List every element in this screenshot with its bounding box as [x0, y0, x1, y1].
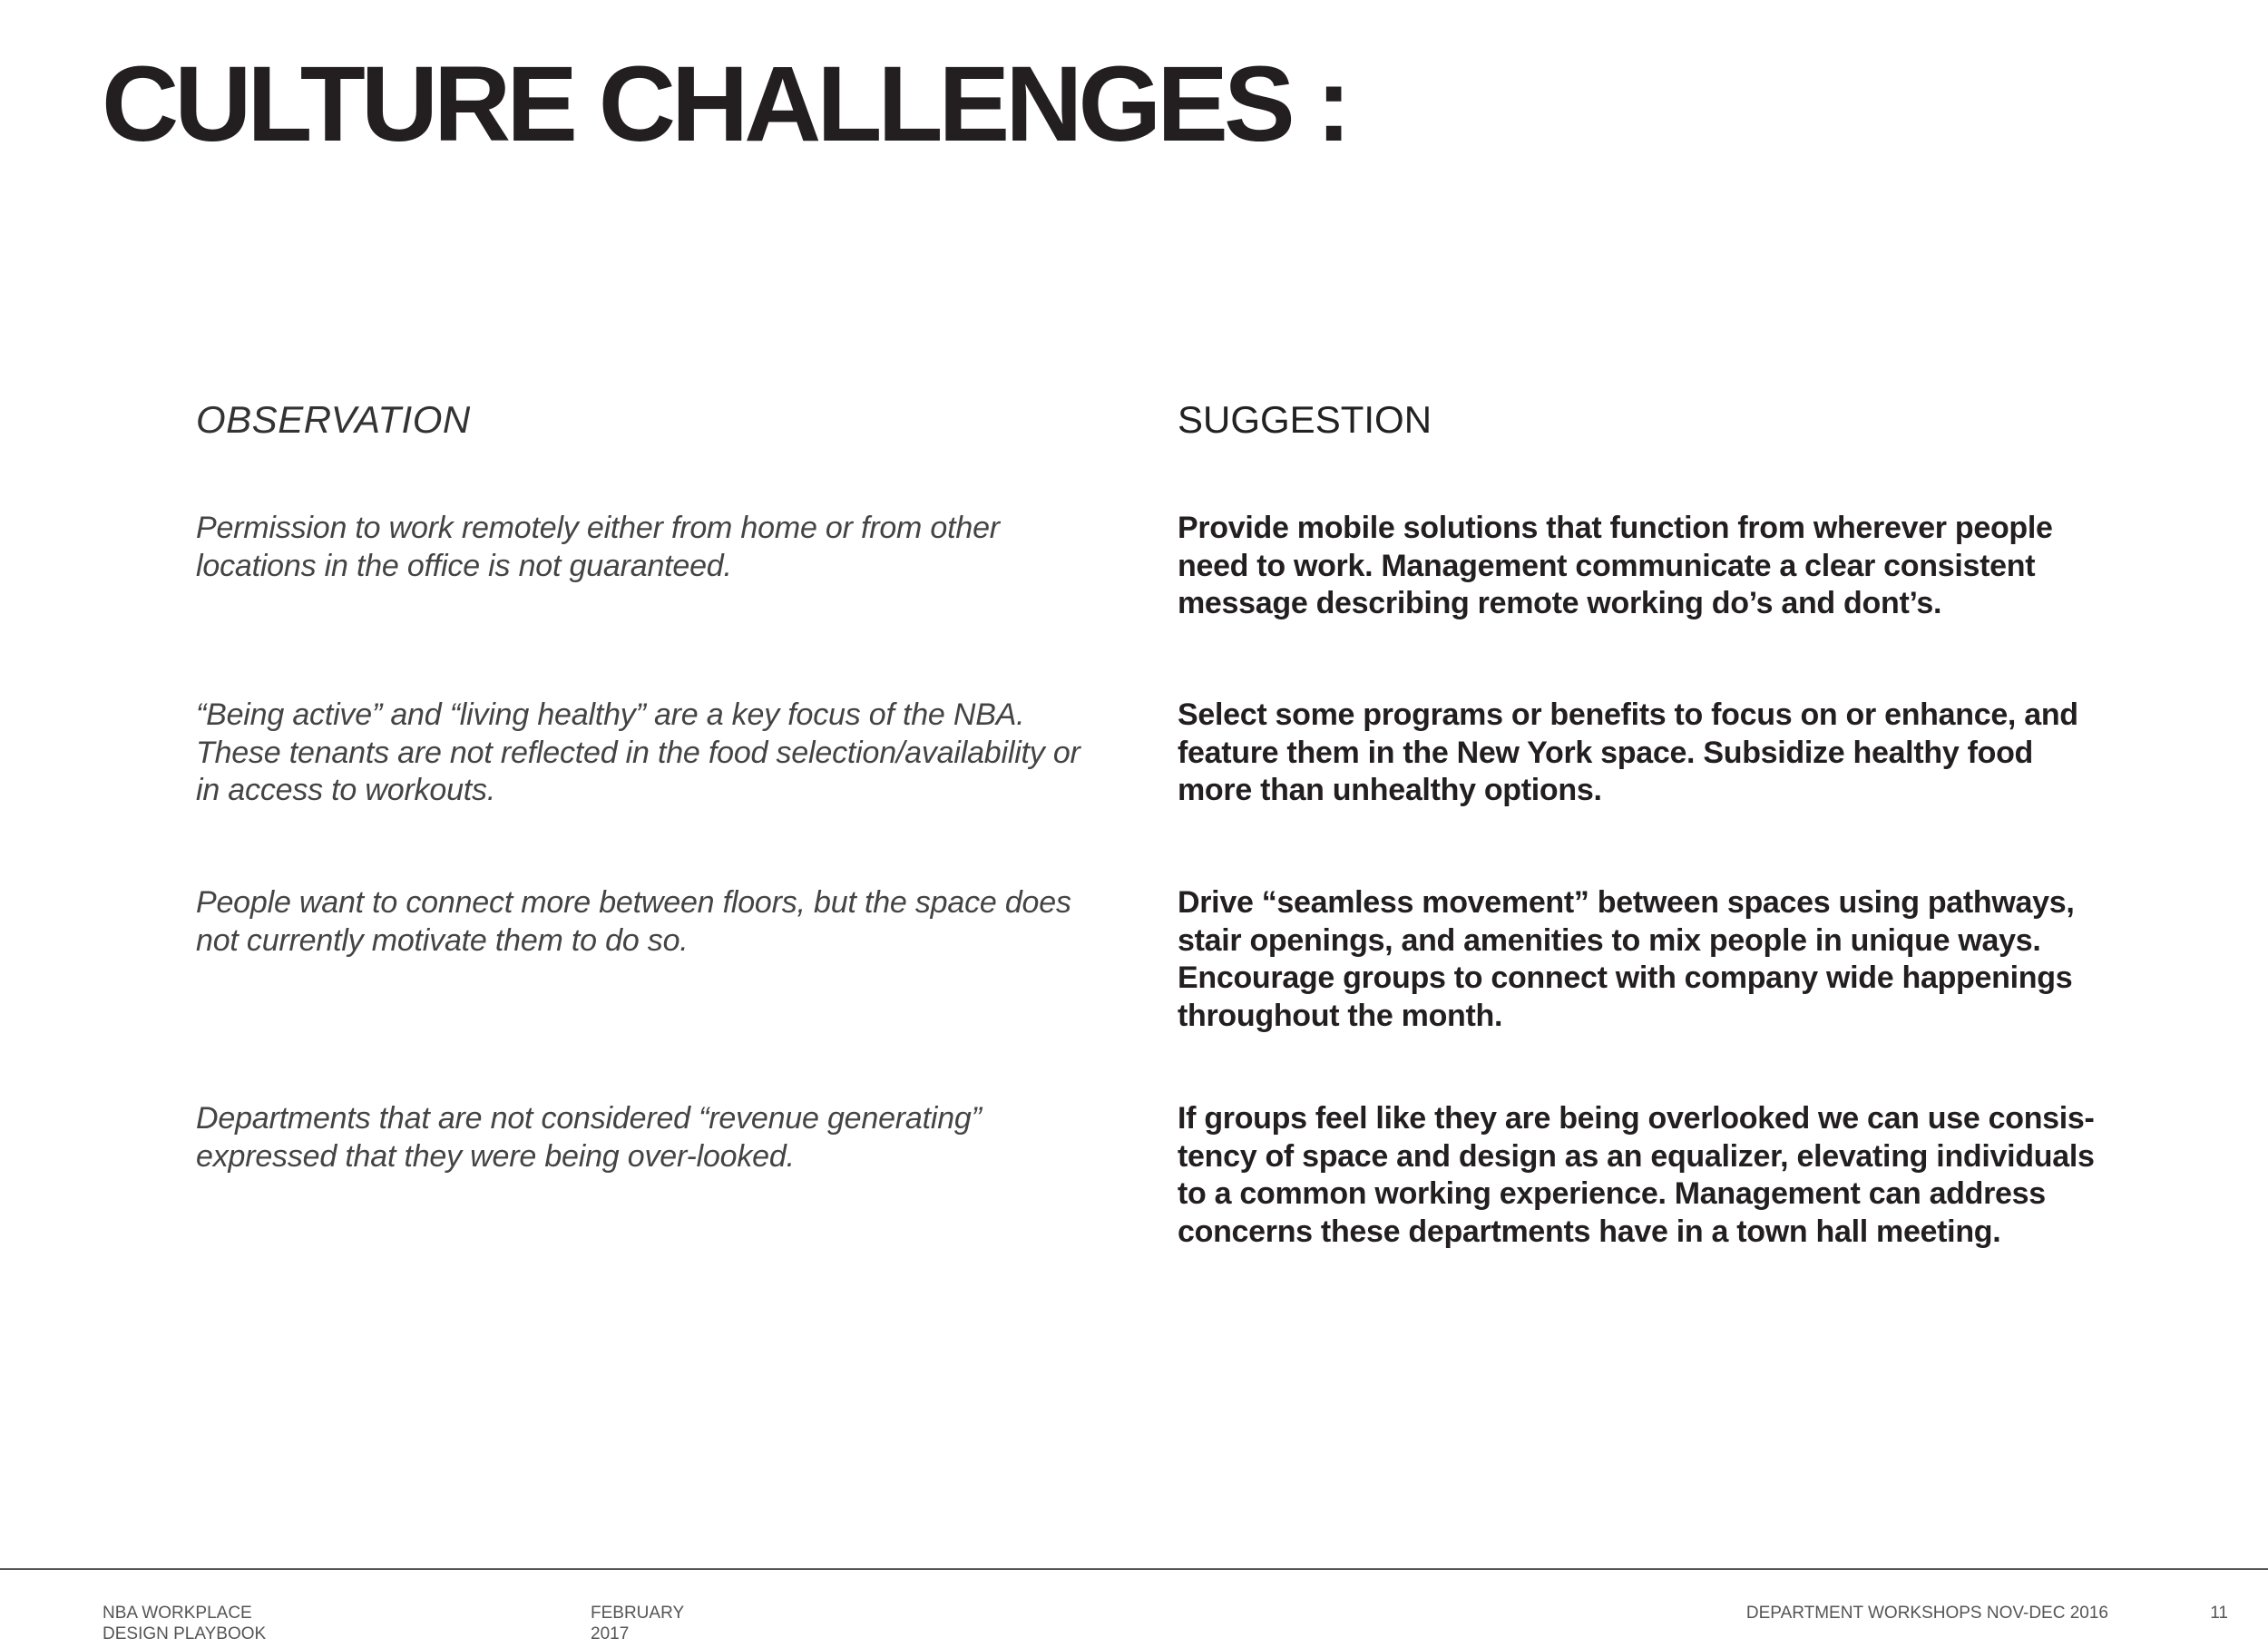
- suggestion-item: Select some programs or benefits to focus on or enhance, and feature them in the New York space. Subsidize healthy food more than unhealthy options.: [1178, 697, 2078, 807]
- observation-header: OBSERVATION: [196, 398, 471, 441]
- observation-column: [196, 397, 1103, 1174]
- observation-item: People want to connect more between floors, but the space does not currently motivate them to do so.: [196, 885, 1071, 958]
- suggestion-header: SUGGESTION: [1178, 398, 1432, 441]
- observation-item: “Being active” and “living healthy” are a key focus of the NBA. These tenants are not reflected in the food selection/availability or in access to workouts.: [196, 697, 1080, 807]
- page-title: CULTURE CHALLENGES :: [102, 44, 1347, 164]
- footer-publication-line: NBA WORKPLACE: [103, 1604, 252, 1623]
- observation-item: Departments that are not considered “revenue generating” expressed that they were being over-looked.: [196, 1101, 982, 1174]
- suggestion-column: [1178, 397, 2112, 1249]
- footer-divider: [0, 1568, 2268, 1570]
- footer-date: [591, 1603, 684, 1644]
- footer-date-month: FEBRUARY: [591, 1604, 685, 1623]
- suggestion-item: Drive “seamless movement” between spaces using pathways, stair openings, and amenities to mix people in unique ways. Encourage groups to connect with company wide happenings throughout the month.: [1178, 885, 2075, 1033]
- footer-publication: [103, 1603, 266, 1644]
- suggestion-item: If groups feel like they are being overlooked we can use consis-tency of space and design as an equalizer, elevating individuals to a common working experience. Management can address concerns these departments have in a town hall meeting.: [1178, 1101, 2095, 1249]
- observation-item: Permission to work remotely either from home or from other locations in the office is not guaranteed.: [196, 511, 1000, 583]
- footer-publication-line: DESIGN PLAYBOOK: [103, 1624, 267, 1643]
- footer-date-year: 2017: [591, 1624, 630, 1643]
- footer-section-label: DEPARTMENT WORKSHOPS NOV-DEC 2016: [1745, 1604, 2108, 1623]
- page-number: 11: [2210, 1604, 2228, 1623]
- suggestion-item: Provide mobile solutions that function from wherever people need to work. Management communicate a clear consistent message describing remote working do’s and dont’s.: [1178, 511, 2053, 620]
